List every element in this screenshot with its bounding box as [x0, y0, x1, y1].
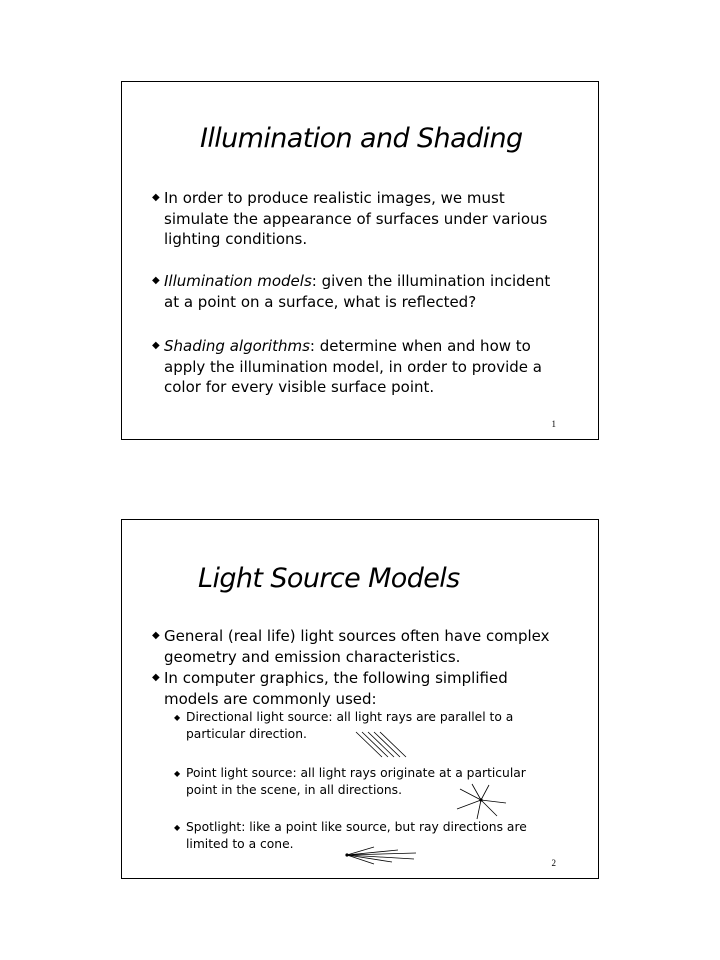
sub-bullet-text: Point light source: all light rays originate at a particular point in the scene, in all directions.	[186, 766, 526, 797]
diamond-bullet-icon: ◆	[174, 823, 181, 832]
diamond-bullet-icon: ◆	[152, 672, 160, 683]
bullet-item	[152, 336, 564, 398]
term-definition: : given the illumination incident at a point on a surface, what is reflected?	[164, 272, 551, 311]
slide-illumination-and-shading	[121, 81, 599, 440]
diamond-bullet-icon: ◆	[152, 275, 160, 286]
bullet-item	[152, 188, 564, 250]
diamond-bullet-icon: ◆	[152, 192, 160, 203]
diamond-bullet-icon: ◆	[152, 340, 160, 351]
term-emphasis: Shading algorithms	[164, 337, 310, 355]
bullet-text	[164, 336, 564, 398]
bullet-item	[152, 271, 564, 312]
page-number: 2	[551, 858, 556, 868]
term-definition: : determine when and how to apply the illumination model, in order to provide a color for every visible surface point.	[164, 337, 542, 396]
diamond-bullet-icon: ◆	[174, 769, 181, 778]
diamond-bullet-icon: ◆	[174, 713, 181, 722]
slide-light-source-models	[121, 519, 599, 879]
sub-bullet-text: Spotlight: like a point like source, but ray directions are limited to a cone.	[186, 820, 527, 851]
slide-title: Light Source Models	[198, 563, 460, 594]
bullet-text	[164, 271, 564, 312]
slide-title: Illumination and Shading	[200, 123, 523, 154]
bullet-text: In order to produce realistic images, we must simulate the appearance of surfaces under various lighting conditions.	[164, 189, 548, 248]
spotlight-diagram	[122, 520, 600, 880]
bullet-text: In computer graphics, the following simplified models are commonly used:	[164, 669, 508, 708]
term-emphasis: Illumination models	[164, 272, 312, 290]
page-number: 1	[551, 419, 556, 429]
sub-bullet-text: Directional light source: all light rays are parallel to a particular direction.	[186, 710, 514, 741]
diamond-bullet-icon: ◆	[152, 630, 160, 641]
bullet-text: General (real life) light sources often have complex geometry and emission characteristics.	[164, 627, 550, 666]
